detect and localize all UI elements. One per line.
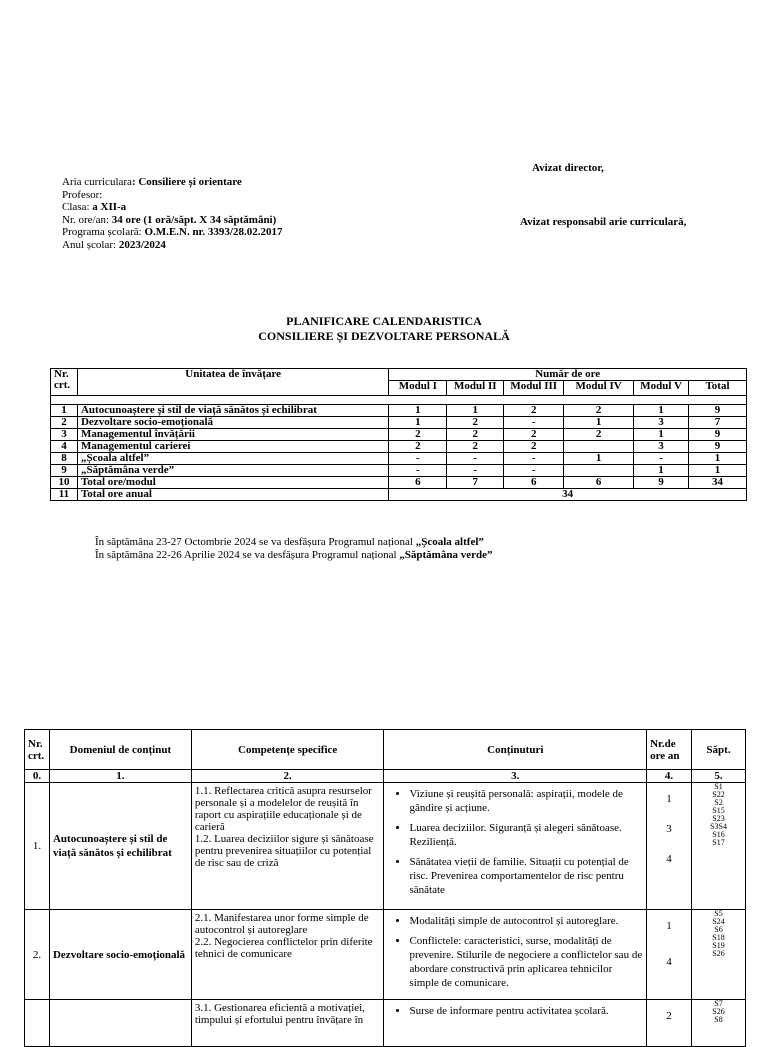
table-cell-value: - bbox=[389, 453, 447, 465]
table-cell-value: 6 bbox=[504, 477, 564, 489]
module-header: Modul III bbox=[504, 381, 564, 396]
ore-value: 2 bbox=[666, 1010, 672, 1022]
table-cell-value: 2 bbox=[389, 441, 447, 453]
table-cell-value bbox=[564, 465, 634, 477]
table-cell-nr: 4 bbox=[51, 441, 78, 453]
list-item: • Conflictele: caracteristici, surse, modalități de prevenire. Stilurile de negociere a conflictelor sau de abordare constructivă prin aplicarea tehnicilor simple de comunicare. bbox=[409, 934, 643, 990]
total-anual-value: 34 bbox=[389, 489, 747, 501]
summary-table bbox=[50, 368, 747, 501]
total-header: Total bbox=[689, 381, 747, 396]
table-cell-nr: 8 bbox=[51, 453, 78, 465]
table-row bbox=[25, 1000, 746, 1047]
table-cell-value: 1 bbox=[564, 417, 634, 429]
table-cell-nr: 11 bbox=[51, 489, 78, 501]
table-cell-value: 9 bbox=[634, 477, 689, 489]
num-cell: 5. bbox=[692, 770, 746, 783]
table-cell-value: 6 bbox=[389, 477, 447, 489]
module-header: Modul I bbox=[389, 381, 447, 396]
nr-ore: Nr. ore/an: 34 ore (1 oră/săpt. X 34 săptămâni) bbox=[62, 213, 277, 226]
table-cell-nr: 2 bbox=[51, 417, 78, 429]
table-cell-value: 1 bbox=[389, 405, 447, 417]
table-cell-value: 2 bbox=[447, 417, 504, 429]
header-nr: Nr. crt. bbox=[25, 730, 50, 770]
row-sapt bbox=[692, 1000, 746, 1047]
table-cell-value: 2 bbox=[564, 429, 634, 441]
sapt-value: S26 bbox=[712, 1007, 725, 1016]
header-domeniu: Domeniul de conținut bbox=[49, 730, 191, 770]
sapt-value: S23 bbox=[712, 814, 725, 823]
header-ore: Nr.de ore an bbox=[647, 730, 692, 770]
num-cell: 3. bbox=[384, 770, 647, 783]
table-cell-value: 6 bbox=[564, 477, 634, 489]
num-cell: 2. bbox=[191, 770, 384, 783]
row-domain bbox=[49, 1000, 191, 1047]
table-cell-value: 7 bbox=[689, 417, 747, 429]
table-cell-nr: 3 bbox=[51, 429, 78, 441]
header-competente: Competențe specifice bbox=[191, 730, 384, 770]
header-info bbox=[62, 176, 282, 251]
row-competente: 2.1. Manifestarea unor forme simple de autocontrol și autoreglare 2.2. Negocierea conflictelor prin diferite tehnici de comunicare bbox=[191, 910, 384, 1000]
sapt-value: S17 bbox=[712, 838, 725, 847]
row-domain: Dezvoltare socio-emoțională bbox=[49, 910, 191, 1000]
row-nr: 2. bbox=[25, 910, 50, 1000]
sapt-value: S2 bbox=[714, 798, 723, 807]
sapt-value: S19 bbox=[712, 941, 725, 950]
list-item: • Sănătatea vieții de familie. Situații cu potențial de risc. Prevenirea comportamentelor de risc pentru sănătate bbox=[409, 855, 643, 897]
sapt-value: S5 bbox=[714, 909, 723, 918]
table-cell-value: 2 bbox=[447, 441, 504, 453]
table-cell-value: 2 bbox=[504, 429, 564, 441]
sapt-value: S6 bbox=[714, 925, 723, 934]
table-cell-value: 9 bbox=[689, 405, 747, 417]
table-cell-value: 9 bbox=[689, 441, 747, 453]
table-cell-value: 2 bbox=[447, 429, 504, 441]
table-cell-value: 1 bbox=[634, 429, 689, 441]
avizat-responsabil: Avizat responsabil arie curriculară, bbox=[520, 216, 687, 228]
avizat-director: Avizat director, bbox=[532, 162, 604, 174]
table-cell-unit: Managementul carierei bbox=[77, 441, 388, 453]
sapt-value: S1 bbox=[714, 782, 723, 791]
num-cell: 4. bbox=[647, 770, 692, 783]
table-cell-nr: 9 bbox=[51, 465, 78, 477]
table-cell-value: 1 bbox=[634, 465, 689, 477]
row-continuturi bbox=[384, 1000, 647, 1047]
row-nr bbox=[25, 1000, 50, 1047]
row-ore bbox=[647, 1000, 692, 1047]
list-item: • Luarea deciziilor. Siguranță și alegeri sănătoase. Reziliență. bbox=[409, 821, 643, 849]
content-list bbox=[387, 1004, 643, 1018]
table-cell-value: 9 bbox=[689, 429, 747, 441]
ore-value: 3 bbox=[666, 823, 672, 835]
table-cell-unit: „Săptămâna verde” bbox=[77, 465, 388, 477]
module-header: Modul V bbox=[634, 381, 689, 396]
header-continuturi: Conținuturi bbox=[384, 730, 647, 770]
ore-value: 1 bbox=[666, 920, 672, 932]
table-row bbox=[25, 783, 746, 910]
table-cell-value: 34 bbox=[689, 477, 747, 489]
col-ore-header: Număr de ore bbox=[389, 369, 747, 381]
table-row bbox=[51, 417, 747, 429]
table-cell-value: - bbox=[504, 417, 564, 429]
table-cell-value: 1 bbox=[689, 465, 747, 477]
row-sapt bbox=[692, 910, 746, 1000]
table-cell-value: 7 bbox=[447, 477, 504, 489]
table-cell-value: 2 bbox=[504, 405, 564, 417]
table-cell-unit: Autocunoaștere și stil de viață sănătos și echilibrat bbox=[77, 405, 388, 417]
ore-value: 4 bbox=[666, 853, 672, 865]
table-cell-value: 2 bbox=[564, 405, 634, 417]
col-nr-header: Nr. crt. bbox=[51, 369, 78, 396]
programa: Programa școlară: O.M.E.N. nr. 3393/28.02.2017 bbox=[62, 226, 283, 238]
table-cell-unit: Total ore anual bbox=[77, 489, 388, 501]
table-cell-unit: Total ore/modul bbox=[77, 477, 388, 489]
detail-table bbox=[24, 729, 746, 1047]
table-cell-value: - bbox=[389, 465, 447, 477]
list-item: • Modalități simple de autocontrol și autoreglare. bbox=[409, 914, 643, 928]
table-cell-value: 1 bbox=[389, 417, 447, 429]
sapt-value: S7 bbox=[714, 999, 723, 1008]
table-row bbox=[51, 405, 747, 417]
table-cell-value: 1 bbox=[447, 405, 504, 417]
sapt-value: S16 bbox=[712, 830, 725, 839]
ore-value: 1 bbox=[666, 793, 672, 805]
list-item: • Surse de informare pentru activitatea școlară. bbox=[409, 1004, 643, 1018]
header-sapt: Săpt. bbox=[692, 730, 746, 770]
row-continuturi bbox=[384, 783, 647, 910]
row-domain: Autocunoaștere și stil de viață sănătos și echilibrat bbox=[49, 783, 191, 910]
table-cell-unit: „Școala altfel” bbox=[77, 453, 388, 465]
table-cell-unit: Managementul învățării bbox=[77, 429, 388, 441]
sapt-value: S8 bbox=[714, 1015, 723, 1024]
sapt-value: S18 bbox=[712, 933, 725, 942]
sapt-value: S3S4 bbox=[710, 822, 727, 831]
row-sapt bbox=[692, 783, 746, 910]
row-nr: 1. bbox=[25, 783, 50, 910]
table-cell-value bbox=[564, 441, 634, 453]
table-cell-unit: Dezvoltare socio-emoțională bbox=[77, 417, 388, 429]
table-cell-value: 2 bbox=[389, 429, 447, 441]
profesor: Profesor: bbox=[62, 188, 103, 201]
table-cell-value: 3 bbox=[634, 441, 689, 453]
row-ore bbox=[647, 783, 692, 910]
row-ore bbox=[647, 910, 692, 1000]
table-cell-value: - bbox=[504, 465, 564, 477]
table-cell-nr: 10 bbox=[51, 477, 78, 489]
sapt-value: S15 bbox=[712, 806, 725, 815]
table-cell-value: - bbox=[634, 453, 689, 465]
num-cell: 1. bbox=[49, 770, 191, 783]
sapt-value: S24 bbox=[712, 917, 725, 926]
table-row bbox=[25, 910, 746, 1000]
module-header: Modul IV bbox=[564, 381, 634, 396]
table-row bbox=[51, 441, 747, 453]
table-cell-value: 1 bbox=[689, 453, 747, 465]
notes bbox=[95, 536, 492, 561]
ore-value: 4 bbox=[666, 956, 672, 968]
table-cell-value: - bbox=[504, 453, 564, 465]
table-row bbox=[51, 477, 747, 489]
note-saptamana-verde: În săptămâna 22-26 Aprilie 2024 se va desfășura Programul național „Săptămâna verde” bbox=[95, 548, 493, 561]
table-row bbox=[51, 429, 747, 441]
num-cell: 0. bbox=[25, 770, 50, 783]
content-list bbox=[387, 914, 643, 990]
note-scoala-altfel: În săptămâna 23-27 Octombrie 2024 se va desfășura Programul național „Școala altfel” bbox=[95, 536, 484, 548]
table-cell-value: 3 bbox=[634, 417, 689, 429]
anul-scolar: Anul școlar: 2023/2024 bbox=[62, 238, 166, 251]
table-cell-value: - bbox=[447, 465, 504, 477]
module-header: Modul II bbox=[447, 381, 504, 396]
table-cell-value: 1 bbox=[564, 453, 634, 465]
clasa: Clasa: a XII-a bbox=[62, 201, 127, 213]
aria-curriculara: Aria curriculara: Consiliere și orientare bbox=[62, 176, 242, 188]
row-competente: 1.1. Reflectarea critică asupra resurselor personale și a modelelor de reușită în raport cu aspirațiile educaționale și de carieră 1.2. Luarea deciziilor sigure și sănătoase pentru prevenirea situațiilor cu potențial de risc sau de criză bbox=[191, 783, 384, 910]
sapt-value: S26 bbox=[712, 949, 725, 958]
table-row bbox=[51, 453, 747, 465]
table-row bbox=[51, 465, 747, 477]
table-cell-value: 1 bbox=[634, 405, 689, 417]
table-cell-value: 2 bbox=[504, 441, 564, 453]
col-unit-header: Unitatea de învățare bbox=[77, 369, 388, 396]
row-continuturi bbox=[384, 910, 647, 1000]
table-cell-nr: 1 bbox=[51, 405, 78, 417]
page-title: PLANIFICARE CALENDARISTICA CONSILIERE ȘI DEZVOLTARE PERSONALĂ bbox=[258, 314, 510, 343]
content-list bbox=[387, 787, 643, 897]
row-competente: 3.1. Gestionarea eficientă a motivației, timpului și efortului pentru învățare în bbox=[191, 1000, 384, 1047]
list-item: • Viziune și reușită personală: aspirații, modele de gândire și acțiune. bbox=[409, 787, 643, 815]
sapt-value: S22 bbox=[712, 790, 725, 799]
table-cell-value: - bbox=[447, 453, 504, 465]
